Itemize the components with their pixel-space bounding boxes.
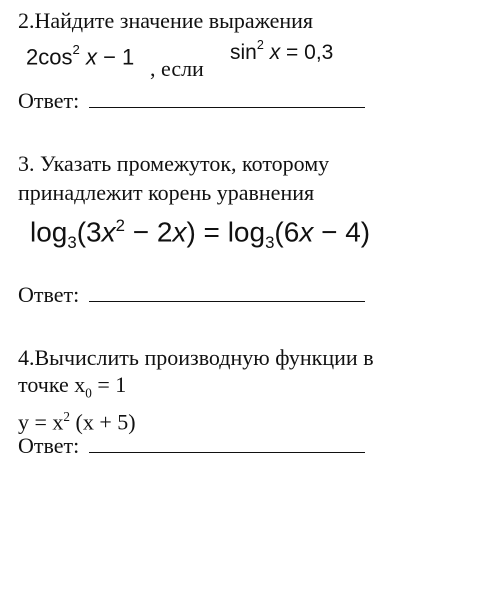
task4-answer-row <box>18 433 365 459</box>
task3-eq-eq: ) = log <box>186 216 266 248</box>
task2-expr-tail: − 1 <box>96 44 135 70</box>
task3-heading-line1: 3. Указать промежуток, которому <box>18 151 330 176</box>
task4-point-row <box>18 372 126 406</box>
task3-eq-end: − 4) <box>313 216 371 248</box>
task2-expr-var: x <box>85 44 97 70</box>
task3-eq-var2: x <box>172 216 187 248</box>
task2-cond-fn: sin <box>230 41 257 64</box>
task3-eq-open2: (6 <box>274 216 300 248</box>
task3-eq-sup1: 2 <box>115 216 125 235</box>
task4-heading-line1: 4.Вычислить производную функции в <box>18 345 374 370</box>
task3-heading-line2: принадлежит корень уравнения <box>18 180 315 205</box>
task4-func-rest: (x + 5) <box>70 409 136 435</box>
task3-answer-label: Ответ: <box>18 282 80 307</box>
task2-cond-var: x <box>269 41 281 64</box>
task2-condition <box>230 40 333 65</box>
task2-cond-rest: = 0,3 <box>280 41 334 64</box>
task3-eq-base2: 3 <box>265 232 275 252</box>
task2-answer-label: Ответ: <box>18 88 80 113</box>
task2-answer-line[interactable] <box>89 89 365 108</box>
task4-point-text: точке x <box>18 372 86 397</box>
task3-equation <box>30 216 370 253</box>
task4-answer-line[interactable] <box>89 434 365 453</box>
task3-eq-var1: x <box>101 216 116 248</box>
task3-eq-log1: log <box>30 216 68 248</box>
task4-point-eq: = 1 <box>91 372 127 397</box>
task2-condition-word: , если <box>150 56 204 81</box>
task4-answer-label: Ответ: <box>18 433 80 458</box>
task3-answer-line[interactable] <box>89 283 365 302</box>
task3-eq-var3: x <box>299 216 314 248</box>
task2-answer-row <box>18 88 365 114</box>
task3-eq-base1: 3 <box>67 232 77 252</box>
task4-func-sup: 2 <box>63 409 71 424</box>
task3-eq-open1: (3 <box>76 216 102 248</box>
task2-expression <box>26 44 134 70</box>
task4-function-row <box>18 404 136 435</box>
task2-expr-coef: 2cos <box>26 44 73 70</box>
task4-func-lhs: y = x <box>18 409 64 435</box>
task3-eq-mid1: − 2 <box>124 216 173 248</box>
task2-cond-sup: 2 <box>256 38 264 52</box>
task4-point-sub: 0 <box>85 385 92 401</box>
task2-expr-sup: 2 <box>72 42 80 57</box>
task3-answer-row <box>18 282 365 308</box>
task2-heading: 2.Найдите значение выражения <box>18 8 314 33</box>
